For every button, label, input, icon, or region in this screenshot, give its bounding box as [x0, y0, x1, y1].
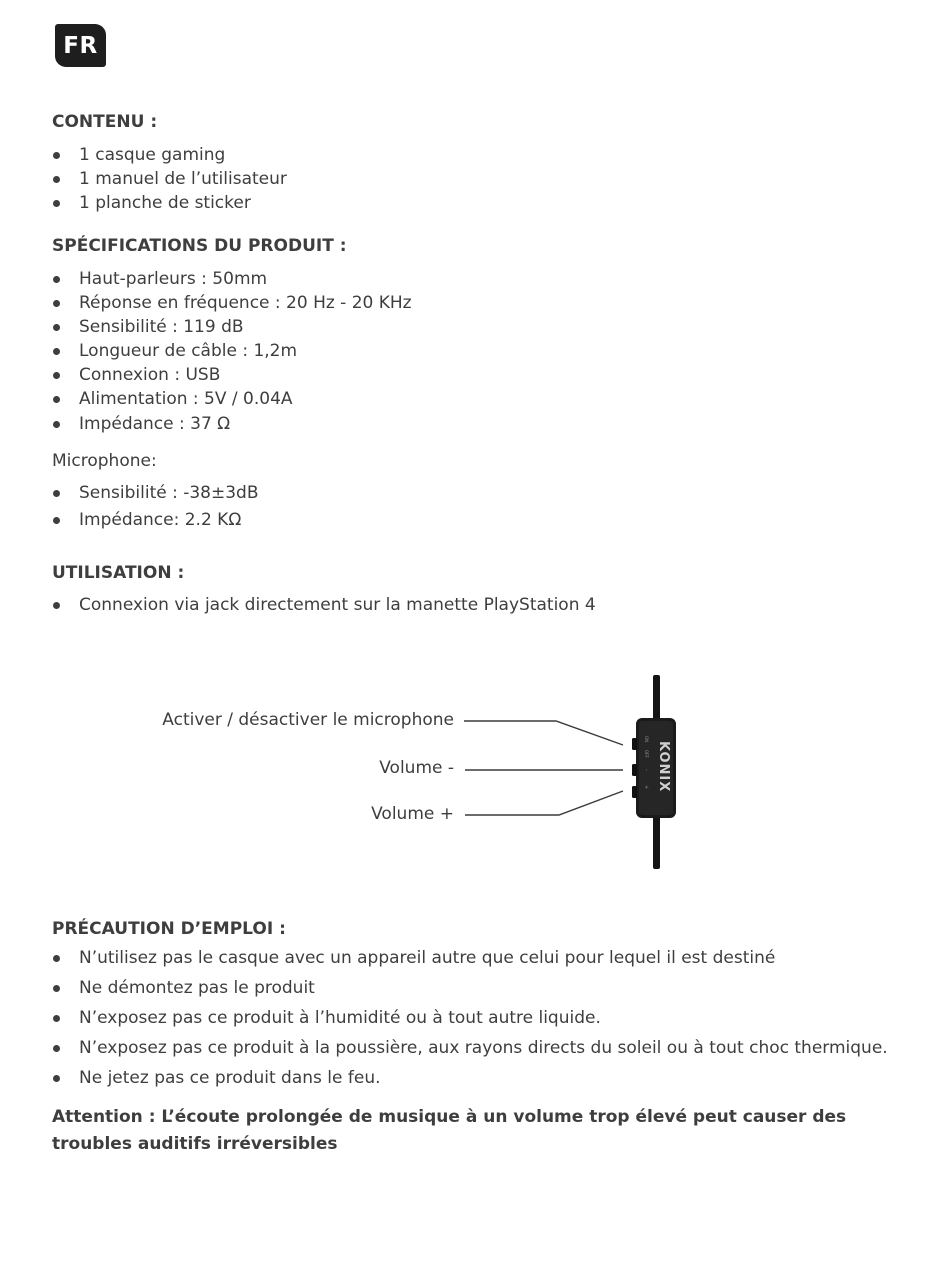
list-item: Ne jetez pas ce produit dans le feu. — [52, 1067, 888, 1097]
list-item: Réponse en fréquence : 20 Hz - 20 KHz — [52, 292, 412, 316]
volume-up-button — [632, 786, 637, 798]
usage-heading: UTILISATION : — [52, 563, 185, 583]
list-item: 1 casque gaming — [52, 144, 287, 168]
list-item: 1 planche de sticker — [52, 192, 287, 216]
language-badge: FR — [55, 24, 106, 67]
list-item: Haut-parleurs : 50mm — [52, 268, 412, 292]
label-mic-toggle: Activer / désactiver le microphone — [162, 710, 454, 730]
hearing-warning: Attention : L’écoute prolongée de musique à un volume trop élevé peut causer des troubles auditifs irréversibles — [52, 1107, 847, 1154]
list-item: N’exposez pas ce produit à l’humidité ou à tout autre liquide. — [52, 1007, 888, 1037]
brand-logo: KONIX — [656, 741, 671, 793]
cable-top — [653, 675, 660, 723]
list-item: Longueur de câble : 1,2m — [52, 340, 412, 364]
switch-off-label: OFF — [644, 750, 649, 758]
remote-control-diagram — [455, 668, 695, 873]
leader-line-volume-up — [465, 791, 623, 815]
specs-list — [52, 268, 412, 437]
svg-text:+: + — [643, 785, 649, 790]
leader-line-mic — [464, 721, 623, 745]
switch-button — [632, 738, 637, 750]
list-item: Sensibilité : -38±3dB — [52, 482, 259, 509]
usage-list — [52, 594, 596, 618]
list-item: Ne démontez pas le produit — [52, 977, 888, 1007]
list-item: Connexion : USB — [52, 364, 412, 388]
cable-bottom — [653, 814, 660, 869]
volume-down-button — [632, 764, 637, 776]
mic-specs-list — [52, 482, 259, 533]
list-item: Alimentation : 5V / 0.04A — [52, 388, 412, 413]
label-volume-down: Volume - — [379, 758, 454, 778]
precautions-heading: PRÉCAUTION D’EMPLOI : — [52, 919, 286, 939]
list-item: N’exposez pas ce produit à la poussière, aux rayons directs du soleil ou à tout choc thermique. — [52, 1037, 888, 1067]
list-item: Impédance : 37 Ω — [52, 413, 412, 437]
microphone-label: Microphone: — [52, 451, 157, 471]
specs-heading: SPÉCIFICATIONS DU PRODUIT : — [52, 236, 347, 256]
list-item: 1 manuel de l’utilisateur — [52, 168, 287, 192]
contents-list — [52, 144, 287, 216]
list-item: Impédance: 2.2 KΩ — [52, 509, 259, 533]
label-volume-up: Volume + — [371, 804, 454, 824]
svg-text:-: - — [643, 769, 649, 771]
switch-on-label: ON — [644, 736, 649, 743]
contents-heading: CONTENU : — [52, 112, 158, 132]
list-item: Connexion via jack directement sur la manette PlayStation 4 — [52, 594, 596, 618]
list-item: Sensibilité : 119 dB — [52, 316, 412, 340]
list-item: N’utilisez pas le casque avec un appareil autre que celui pour lequel il est destiné — [52, 947, 888, 977]
precautions-list — [52, 947, 888, 1097]
